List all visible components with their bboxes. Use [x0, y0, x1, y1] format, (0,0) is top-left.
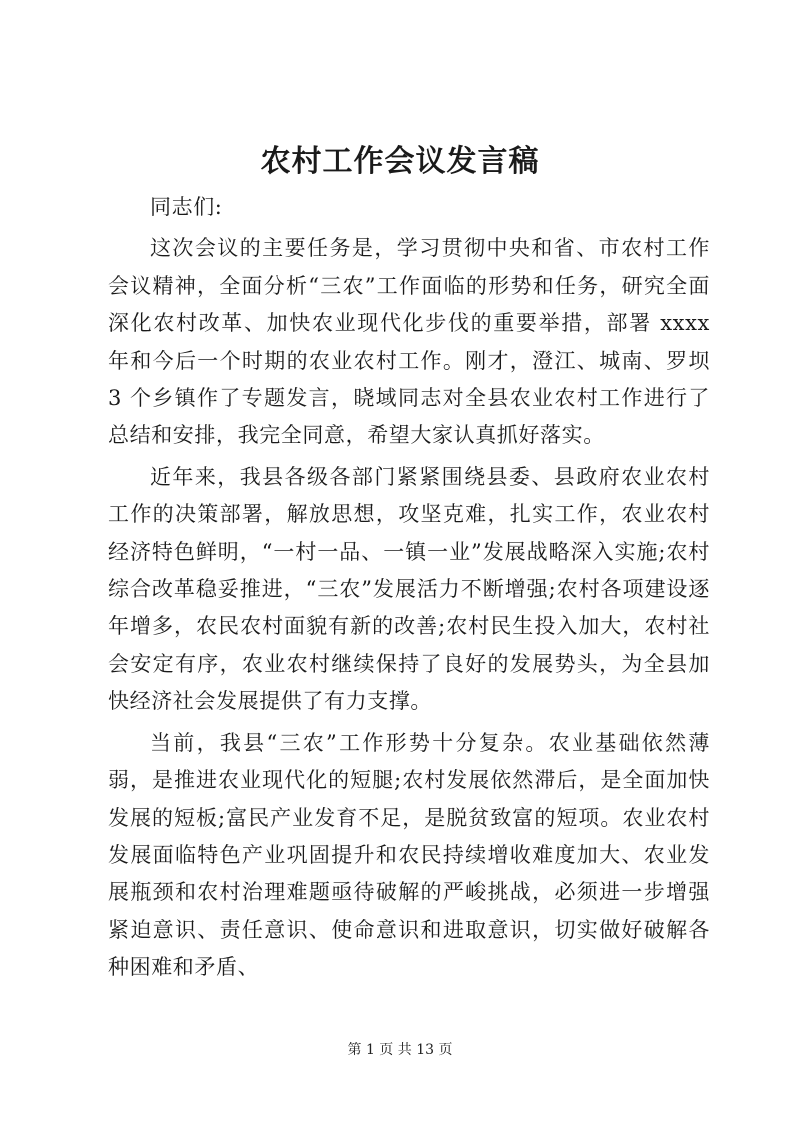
current-situation-paragraph: 当前，我县“三农”工作形势十分复杂。农业基础依然薄弱，是推进农业现代化的短腿;农村发展依然滞后，是全面加快发展的短板;富民产业发育不足，是脱贫致富的短项。农业农村发展面临特色产业巩固提升和农民持续增收难度加大、农业发展瓶颈和农村治理难题亟待破解的严峻挑战，必须进一步增强紧迫意识、责任意识、使命意识和进取意识，切实做好破解各种困难和矛盾、 [108, 730, 710, 980]
page-number-footer: 第 1 页 共 13 页 [347, 1042, 453, 1058]
document-title: 农村工作会议发言稿 [260, 144, 540, 179]
greeting-paragraph: 同志们: [150, 195, 223, 219]
document-body [108, 189, 710, 991]
meeting-task-paragraph: 这次会议的主要任务是，学习贯彻中央和省、市农村工作会议精神，全面分析“三农”工作面临的形势和任务，研究全面深化农村改革、加快农业现代化步伐的重要举措，部署 xxxx 年和今后一个时期的农业农村工作。刚才，澄江、城南、罗坝 3 个乡镇作了专题发言，晓域同志对全县农业农村工作进行了总结和安排，我完全同意，希望大家认真抓好落实。 [108, 236, 710, 448]
recent-years-paragraph: 近年来，我县各级各部门紧紧围绕县委、县政府农业农村工作的决策部署，解放思想，攻坚克难，扎实工作，农业农村经济特色鲜明，“一村一品、一镇一业”发展战略深入实施;农村综合改革稳妥推进，“三农”发展活力不断增强;农村各项建设逐年增多，农民农村面貌有新的改善;农村民生投入加大，农村社会安定有序，农业农村继续保持了良好的发展势头，为全县加快经济社会发展提供了有力支撑。 [108, 464, 710, 714]
